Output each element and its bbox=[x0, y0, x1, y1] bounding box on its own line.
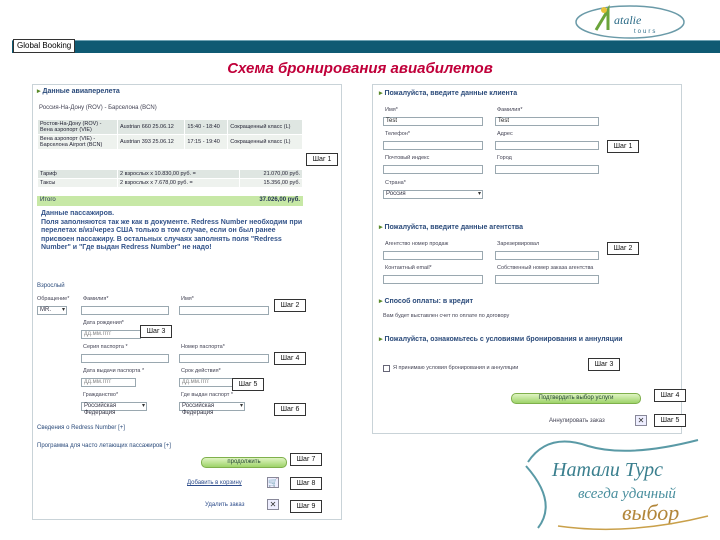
step-2-label: Шаг 2 bbox=[274, 299, 306, 312]
title-bar bbox=[12, 40, 720, 53]
slide-title: Схема бронирования авиабилетов bbox=[227, 60, 493, 77]
client-address-label: Адрес bbox=[497, 131, 513, 137]
name-input[interactable] bbox=[179, 306, 269, 315]
client-surname-input[interactable]: Test bbox=[495, 117, 599, 126]
table-row bbox=[38, 120, 303, 135]
client-zip-label: Почтовый индекс bbox=[385, 155, 430, 161]
step-4-label: Шаг 4 bbox=[274, 352, 306, 365]
contact-email-input[interactable] bbox=[383, 275, 483, 284]
flight-table bbox=[37, 119, 303, 150]
natali-tours-brand-logo bbox=[518, 432, 712, 536]
citizenship-label: Гражданство* bbox=[83, 392, 119, 398]
step-3-right-label: Шаг 3 bbox=[588, 358, 620, 371]
table-row bbox=[38, 170, 303, 179]
fare-sum: 15.356,00 руб. bbox=[240, 179, 303, 188]
loyalty-toggle[interactable]: Программа для часто летающих пассажиров [+] bbox=[37, 443, 171, 449]
terms-section-header[interactable]: ▸ Пожалуйста, ознакомьтесь с условиями бронирования и аннуляции bbox=[379, 335, 669, 343]
client-country-select[interactable]: Россия ▾ bbox=[383, 190, 483, 199]
client-city-input[interactable] bbox=[495, 165, 599, 174]
issue-date-input[interactable]: дд.мм.гггг bbox=[81, 378, 136, 387]
passenger-section-header: Данные пассажиров. bbox=[41, 210, 115, 217]
passport-number-label: Номер паспорта* bbox=[181, 344, 225, 350]
expiry-label: Срок действия* bbox=[181, 368, 221, 374]
surname-input[interactable] bbox=[81, 306, 169, 315]
client-phone-input[interactable] bbox=[383, 141, 483, 150]
citizenship-select[interactable]: Российская Федерация ▾ bbox=[81, 402, 147, 411]
flight-number: Austrian 393 25.06.12 bbox=[118, 135, 185, 150]
svg-text:atalie: atalie bbox=[614, 13, 642, 27]
cancel-icon[interactable]: ✕ bbox=[635, 415, 647, 426]
fare-calc: 2 взрослых x 10.830,00 руб. = bbox=[118, 170, 240, 179]
step-1-right-label: Шаг 1 bbox=[607, 140, 639, 153]
step-1-label: Шаг 1 bbox=[306, 153, 338, 166]
flight-route: Ростов-На-Дону (ROV) - Вена аэропорт (VIE) bbox=[38, 120, 118, 135]
client-country-label: Страна* bbox=[385, 180, 406, 186]
brand-line-3: выбор bbox=[622, 500, 680, 525]
agency-order-no-input[interactable] bbox=[495, 275, 599, 284]
name-label: Имя* bbox=[181, 296, 194, 302]
brand-line-1: Натали Турс bbox=[552, 459, 663, 481]
flight-number: Austrian 660 25.06.12 bbox=[118, 120, 185, 135]
table-row bbox=[38, 135, 303, 150]
global-booking-badge: Global Booking bbox=[13, 39, 75, 53]
table-row bbox=[38, 179, 303, 188]
step-5-label: Шаг 5 bbox=[232, 378, 264, 391]
natalie-tours-logo bbox=[574, 4, 694, 40]
client-surname-label: Фамилия* bbox=[497, 107, 523, 113]
agency-section-header[interactable]: ▸ Пожалуйста, введите данные агентства bbox=[379, 223, 523, 231]
fare-label: Тариф bbox=[38, 170, 118, 179]
right-booking-panel bbox=[372, 84, 682, 434]
title-label: Обращение* bbox=[37, 296, 70, 302]
passport-series-input[interactable] bbox=[81, 354, 169, 363]
passenger-notice bbox=[41, 210, 306, 253]
contact-email-label: Контактный email* bbox=[385, 265, 432, 271]
cancel-order-link[interactable]: Аннулировать заказ bbox=[549, 418, 605, 424]
booked-by-label: Зарезервировал bbox=[497, 241, 540, 247]
cart-icon[interactable]: 🛒 bbox=[268, 478, 278, 487]
client-city-label: Город bbox=[497, 155, 512, 161]
route-text: Россия-На-Дону (ROV) - Барселона (BCN) bbox=[39, 105, 157, 111]
delete-icon[interactable]: ✕ bbox=[267, 499, 279, 510]
client-section-header[interactable]: ▸ Пожалуйста, введите данные клиента bbox=[379, 89, 517, 97]
adult-label: Взрослый bbox=[37, 283, 65, 289]
delete-order-link[interactable]: Удалить заказ bbox=[205, 502, 245, 508]
flight-time: 17:15 - 19:40 bbox=[185, 135, 228, 150]
fare-calc: 2 взрослых x 7.678,00 руб. = bbox=[118, 179, 240, 188]
agency-number-label: Агентство номер продаж bbox=[385, 241, 449, 247]
client-phone-label: Телефон* bbox=[385, 131, 410, 137]
flight-class: Сокращенный класс (L) bbox=[228, 120, 303, 135]
expiry-input[interactable]: дд.мм.гггг bbox=[179, 378, 234, 387]
agency-number-input[interactable] bbox=[383, 251, 483, 260]
passenger-notice-text: Поля заполняются так же как в документе. Redress Number необходим при перелетах в/из/через США только в том случае, если он был ранее присвоен пассажиру. В остальных случаях заполнять поля "Redress Number" и "Где выдан Redress Number" не надо! bbox=[41, 218, 303, 252]
terms-checkbox[interactable] bbox=[383, 365, 390, 372]
step-5-right-label: Шаг 5 bbox=[654, 414, 686, 427]
client-name-label: Имя* bbox=[385, 107, 398, 113]
client-name-input[interactable]: Test bbox=[383, 117, 483, 126]
fare-sum: 21.070,00 руб. bbox=[240, 170, 303, 179]
continue-button[interactable]: продолжить bbox=[201, 457, 287, 468]
redress-toggle[interactable]: Сведения о Redress Number [+] bbox=[37, 425, 125, 431]
step-6-label: Шаг 6 bbox=[274, 403, 306, 416]
birth-label: Дата рождения* bbox=[83, 320, 124, 326]
total-label: Итого bbox=[40, 197, 56, 203]
flight-section-header[interactable]: ▸ Данные авиаперелета bbox=[37, 87, 120, 95]
booked-by-input[interactable] bbox=[495, 251, 599, 260]
issue-date-label: Дата выдачи паспорта * bbox=[83, 368, 145, 374]
total-value: 37.026,00 руб. bbox=[259, 197, 300, 203]
payment-note: Вам будет выставлен счет по оплате по договору bbox=[383, 313, 510, 319]
issued-country-select[interactable]: Российская Федерация ▾ bbox=[179, 402, 245, 411]
step-8-label: Шаг 8 bbox=[290, 477, 322, 490]
terms-check-label[interactable]: Я принимаю условия бронирования и аннуляции bbox=[393, 365, 519, 371]
issued-country-label: Где выдан паспорт * bbox=[181, 392, 234, 398]
flight-time: 15:40 - 18:40 bbox=[185, 120, 228, 135]
brand-line-2: всегда удачный bbox=[578, 486, 676, 502]
client-address-input[interactable] bbox=[495, 141, 599, 150]
passport-series-label: Серия паспорта * bbox=[83, 344, 128, 350]
flight-route: Вена аэропорт (VIE) - Барселона Airport (BCN) bbox=[38, 135, 118, 150]
flight-class: Сокращенный класс (L) bbox=[228, 135, 303, 150]
fare-label: Таксы bbox=[38, 179, 118, 188]
add-to-cart-link[interactable]: Добавить в корзину bbox=[187, 480, 242, 486]
fare-table bbox=[37, 169, 303, 188]
title-select[interactable]: MR. ▾ bbox=[37, 306, 67, 315]
step-3-label: Шаг 3 bbox=[140, 325, 172, 338]
total-row bbox=[37, 196, 303, 206]
surname-label: Фамилия* bbox=[83, 296, 109, 302]
client-zip-input[interactable] bbox=[383, 165, 483, 174]
passport-number-input[interactable] bbox=[179, 354, 269, 363]
birth-input[interactable]: дд.мм.гггг bbox=[81, 330, 141, 339]
step-4-right-label: Шаг 4 bbox=[654, 389, 686, 402]
step-9-label: Шаг 9 bbox=[290, 500, 322, 513]
agency-order-no-label: Собственный номер заказа агентства bbox=[497, 265, 594, 271]
step-7-label: Шаг 7 bbox=[290, 453, 322, 466]
payment-section-header: ▸ Способ оплаты: в кредит bbox=[379, 297, 473, 305]
step-2-right-label: Шаг 2 bbox=[607, 242, 639, 255]
svg-text:tours: tours bbox=[634, 29, 658, 35]
confirm-service-button[interactable]: Подтвердить выбор услуги bbox=[511, 393, 641, 404]
